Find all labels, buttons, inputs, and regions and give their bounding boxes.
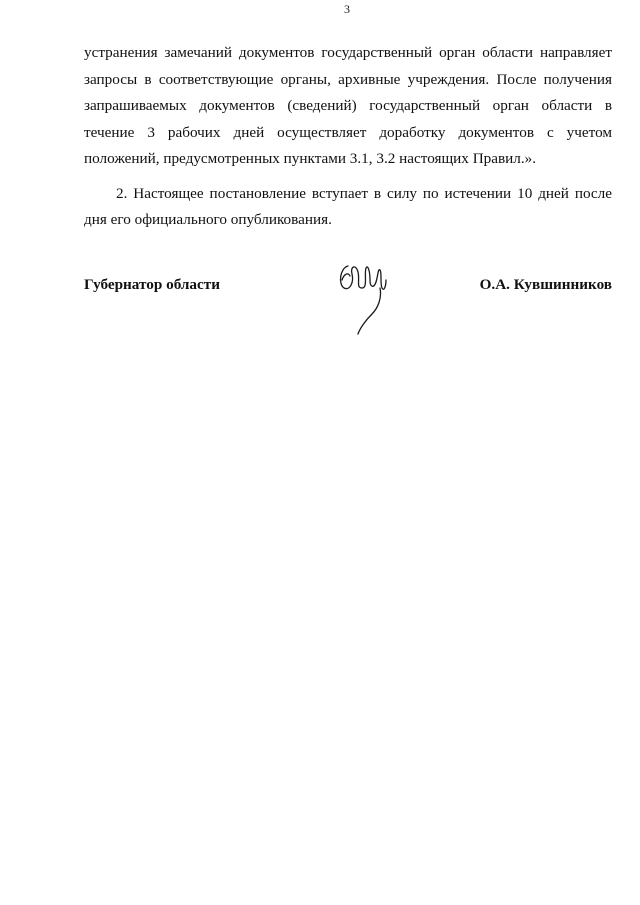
- text-line: 2. Настоящее постановление вступает в силу по истечении 10 дней после: [116, 184, 612, 202]
- text-line: запрашиваемых документов (сведений) государственный орган области в: [84, 97, 612, 114]
- document-body: [84, 40, 612, 234]
- text-line: устранения замечаний документов государственный орган области направляет: [84, 44, 612, 61]
- page-number: 3: [344, 2, 350, 16]
- text-line: положений, предусмотренных пунктами 3.1, 3.2 настоящих Правил.».: [84, 150, 537, 167]
- handwritten-signature-icon: [334, 258, 394, 336]
- signature-block: [84, 270, 612, 350]
- text-line: течение 3 рабочих дней осуществляет доработку документов с учетом: [84, 123, 612, 141]
- text-line: запросы в соответствующие органы, архивные учреждения. После получения: [84, 70, 612, 88]
- signer-name: О.А. Кувшинников: [479, 276, 612, 293]
- signer-title: Губернатор области: [84, 276, 220, 293]
- text-line: дня его официального опубликования.: [84, 211, 332, 228]
- paragraph-effective-date: [84, 181, 612, 234]
- paragraph-continuation: [84, 40, 612, 173]
